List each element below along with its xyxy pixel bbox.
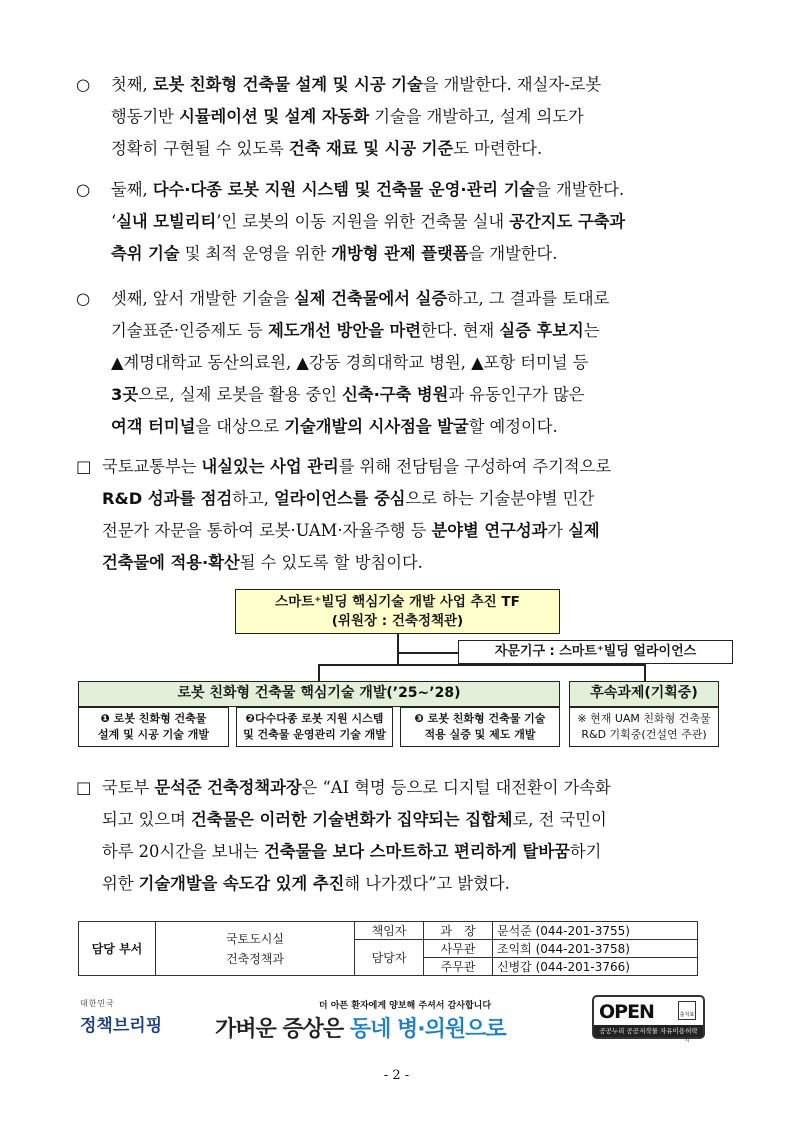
tf-box [235, 589, 560, 634]
line: 측위 기술 및 최적 운영을 위한 개방형 관제 플랫폼을 개발한다. [111, 244, 558, 263]
follow-up-box: 후속과제(기획중) [569, 681, 719, 707]
advisory-box: 자문기구 : 스마트⁺빌딩 얼라이언스 [458, 640, 733, 664]
paragraph-1 [78, 69, 718, 165]
line: ▲계명대학교 동산의료원, ▲강동 경희대학교 병원, ▲포항 터미널 등 [111, 353, 589, 372]
attribution-icon: 출처표시 [678, 1001, 696, 1020]
paragraph-4 [78, 451, 718, 579]
line: ‘실내 모빌리티’인 로봇의 이동 지원을 위한 건축물 실내 공간지도 구축과 [111, 212, 626, 231]
dept-name: 국토도시실 건축정책과 [156, 922, 355, 976]
line: R&D 성과를 점검하고, 얼라이언스를 중심으로 하는 기술분야별 민간 [102, 489, 595, 508]
bullet-circle: ○ [76, 289, 91, 308]
line: 기술표준·인증제도 등 제도개선 방안을 마련한다. 현재 실증 후보지는 [111, 321, 600, 340]
page-number: - 2 - [383, 1068, 410, 1083]
sub-task-3: ❸ 로봇 친화형 건축물 기술 적용 실증 및 제도 개발 [400, 707, 560, 747]
line: 위한 기술개발을 속도감 있게 추진해 나가겠다”고 밝혔다. [102, 874, 510, 893]
contact-title: 과 장 [424, 922, 493, 940]
bullet-square: □ [76, 457, 92, 476]
sub-task-1: ❶ 로봇 친화형 건축물 설계 및 시공 기술 개발 [78, 707, 229, 747]
staff-label: 담당자 [355, 940, 424, 976]
campaign-banner [215, 998, 575, 1042]
bullet-circle: ○ [76, 75, 91, 94]
contact-title: 주무관 [424, 958, 493, 976]
banner-headline: 가벼운 증상은 동네 병·의원으로 [215, 1017, 506, 1042]
line: 3곳으로, 실제 로봇을 활용 중인 신축·구축 병원과 유동인구가 많은 [111, 385, 585, 404]
line: 되고 있으며 건축물은 이러한 기술변화가 집약되는 집합체로, 전 국민이 [102, 810, 607, 829]
line: 행동기반 시뮬레이션 및 설계 자동화 기술을 개발하고, 설계 의도가 [111, 107, 584, 126]
paragraph-3 [78, 283, 718, 443]
follow-up-note: ※ 현재 UAM 친화형 건축물 R&D 기획중(건설연 주관) [569, 707, 719, 747]
connector-line [644, 664, 646, 681]
contact-table [78, 921, 698, 976]
line: 건축물에 적용·확산될 수 있도록 할 방침이다. [102, 553, 423, 572]
main-project-box: 로봇 친화형 건축물 핵심기술 개발(’25~’28) [78, 681, 560, 707]
open-logo-text: OPEN [599, 1001, 654, 1023]
tf-subtitle: (위원장 : 건축정책관) [331, 613, 464, 629]
contact-title: 사무관 [424, 940, 493, 958]
paragraph-5 [78, 772, 718, 900]
open-license-caption: 공공누리 공공저작물 자유이용허락 [594, 1025, 703, 1037]
connector-line [318, 664, 320, 681]
contact-info: 조익희 (044-201-3758) [493, 940, 698, 958]
line: 셋째, 앞서 개발한 기술을 실제 건축물에서 실증하고, 그 결과를 토대로 [111, 289, 610, 308]
bullet-circle: ○ [76, 180, 91, 199]
line: 국토부 문석준 건축정책과장은 “AI 혁명 등으로 디지털 대전환이 가속화 [102, 778, 611, 797]
open-license-badge [592, 995, 705, 1044]
line: 정확히 구현될 수 있도록 건축 재료 및 시공 기준도 마련한다. [111, 139, 543, 158]
bullet-square: □ [76, 778, 92, 797]
connector-line [318, 664, 645, 666]
line: 국토교통부는 내실있는 사업 관리를 위해 전담팀을 구성하여 주기적으로 [102, 457, 612, 476]
sub-task-2: ❷다수다종 로봇 지원 시스템 및 건축물 운영관리 기술 개발 [236, 707, 393, 747]
tf-title: 스마트⁺빌딩 핵심기술 개발 사업 추진 TF [275, 594, 520, 610]
line: 여객 터미널을 대상으로 기술개발의 시사점을 발굴할 예정이다. [111, 417, 558, 436]
banner-subtext: 더 아픈 환자에게 양보해 주셔서 감사합니다 [318, 1001, 492, 1011]
dept-label: 담당 부서 [79, 922, 156, 976]
contact-info: 신병갑 (044-201-3766) [493, 958, 698, 976]
connector-line [397, 634, 399, 664]
line: 첫째, 로봇 친화형 건축물 설계 및 시공 기술을 개발한다. 재실자-로봇 [111, 75, 602, 94]
paragraph-2 [78, 174, 718, 270]
contact-info: 문석준 (044-201-3755) [493, 922, 698, 940]
line: 하루 20시간을 보내는 건축물을 보다 스마트하고 편리하게 탈바꿈하기 [102, 842, 602, 861]
line: 둘째, 다수·다종 로봇 지원 시스템 및 건축물 운영·관리 기술을 개발한다. [111, 180, 625, 199]
policy-briefing-logo: 대한민국 정책브리핑 [80, 999, 163, 1036]
responsible-label: 책임자 [355, 922, 424, 940]
connector-line [397, 652, 458, 654]
line: 전문가 자문을 통하여 로봇·UAM·자율주행 등 분야별 연구성과가 실제 [102, 521, 600, 540]
